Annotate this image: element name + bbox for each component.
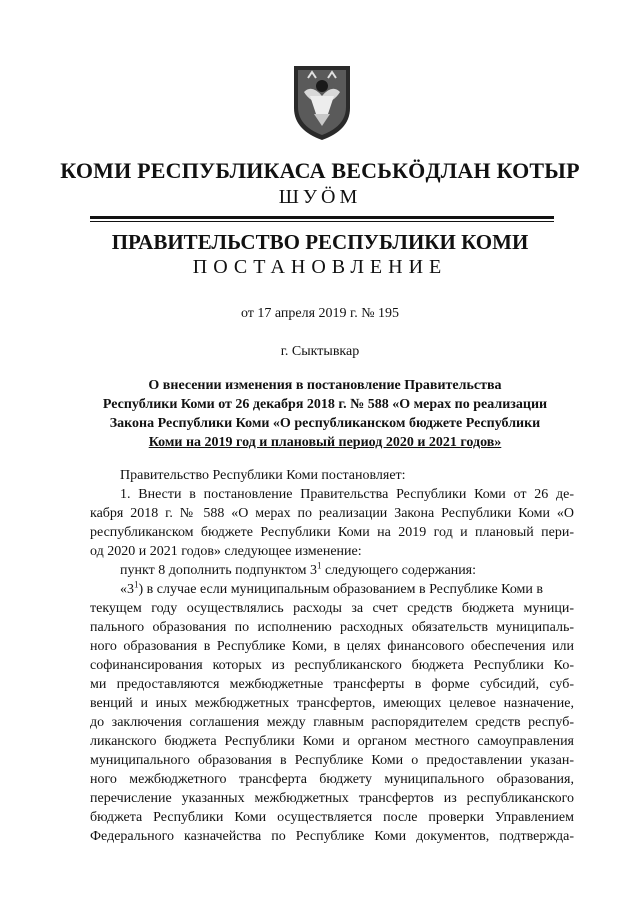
government-title: ПРАВИТЕЛЬСТВО РЕСПУБЛИКИ КОМИ: [111, 230, 529, 254]
decree-city: г. Сыктывкар: [280, 344, 360, 359]
body-line: Правительство Республики Коми постановляет:: [120, 468, 406, 483]
header-rule-thin: [90, 221, 554, 222]
body-line: софинансирования которых из республиканского бюджета Республики Ко-: [90, 658, 574, 673]
decree-body: [90, 466, 574, 846]
body-line: ного межбюджетного трансферта бюджету муниципального образования,: [90, 772, 574, 787]
body-line: бюджета Республики Коми осуществляется после проверки Управлением: [90, 810, 574, 825]
decree-subject: [80, 376, 570, 452]
body-line: текущем году осуществлялись расходы за счет средств бюджета муници-: [90, 601, 574, 616]
body-line: республиканском бюджете Республики Коми на 2019 год и плановый пери-: [90, 525, 574, 540]
decree-date-number: от 17 апреля 2019 г. № 195: [240, 306, 400, 321]
body-line: 1. Внести в постановление Правительства Республики Коми от 26 де-: [120, 487, 574, 502]
body-line: ного образования в Республике Коми, в целях финансового обеспечения или: [90, 639, 574, 654]
subject-line: О внесении изменения в постановление Правительства: [148, 378, 502, 393]
komi-coat-of-arms-emblem: [290, 62, 354, 142]
body-line: перечисление указанных межбюджетных трансфертов из республиканского: [90, 791, 574, 806]
body-line: кабря 2018 г. № 588 «О мерах по реализации Закона Республики Коми «О: [90, 506, 574, 521]
document-type: ПОСТАНОВЛЕНИЕ: [192, 256, 448, 278]
subject-line: Коми на 2019 год и плановый период 2020 и 2021 годов»: [148, 435, 502, 450]
body-line: до заключения соглашения между главным распорядителем средств респуб-: [90, 715, 574, 730]
subject-line: Закона Республики Коми «О республиканском бюджете Республики: [109, 416, 541, 431]
body-line: венций и иных межбюджетных трансфертов, имеющих целевое назначение,: [90, 696, 574, 711]
header-rule-thick: [90, 216, 554, 219]
body-line: «$3^1$) в случае если муниципальным образованием в Республике Коми в: [120, 579, 544, 597]
body-line: Федерального казначейства по Республике Коми документов, подтвержда-: [90, 829, 574, 844]
body-line: пального образования по исполнению расходных обязательств муниципаль-: [90, 620, 574, 635]
body-line: ликанского бюджета Республики Коми и органом местного самоуправления: [90, 734, 574, 749]
body-line: пункт 8 дополнить подпунктом $3^1$ следующего содержания:: [120, 560, 477, 578]
subject-line: Республики Коми от 26 декабря 2018 г. № 588 «О мерах по реализации: [102, 397, 548, 412]
body-line: ми предоставляются межбюджетные трансферты в форме субсидий, суб-: [90, 677, 574, 692]
body-line: од 2020 и 2021 годов» следующее изменение:: [90, 544, 362, 559]
komi-subtitle: ШУӦМ: [278, 186, 362, 208]
komi-title: КОМИ РЕСПУБЛИКАСА ВЕСЬКӦДЛАН КОТЫР: [60, 158, 580, 183]
body-line: муниципального образования в Республике Коми о предоставлении указан-: [90, 753, 574, 768]
